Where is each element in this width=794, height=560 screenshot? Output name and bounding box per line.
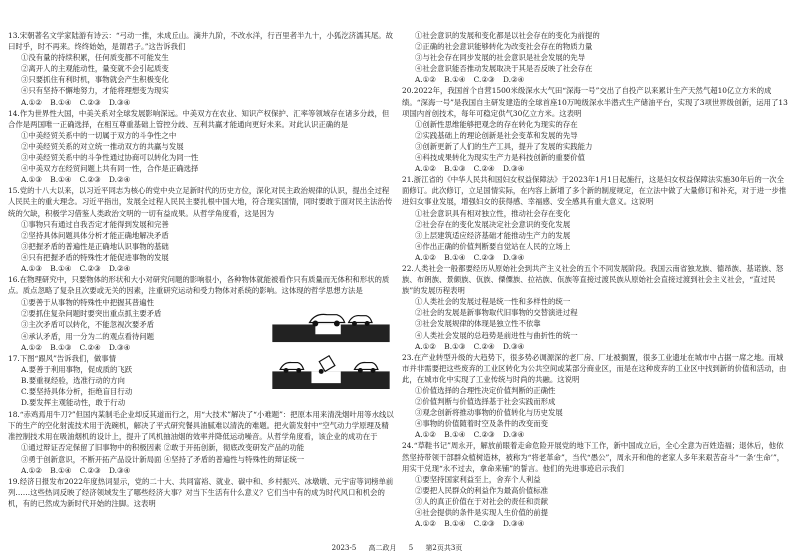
question-stem: 13.宋朝著名文学家陆游有诗云：“弓动一推，未成丘山。滴井九阶，不改水洋，行百里者半九十，小狐汔济濡其尾。故曰时乎，时不再来。终终始始，是谓君子。”这告诉我们 (8, 31, 394, 52)
question-16 (8, 274, 394, 408)
question-20 (402, 85, 788, 174)
option: ④事物的价值随着时空及条件的改变而变 (415, 419, 549, 429)
option: ③与社会存在同步发展的社会意识是社会发展的先导 (415, 53, 585, 63)
option: ①中美经贸关系中的一切属于双方的斗争性之中 (21, 130, 177, 140)
option: C.要坚持具体分析，拒绝盲目行动 (21, 387, 133, 396)
page-footer (0, 543, 794, 553)
answer-choices: A.①② B.①④ C.②③ D.②④ (415, 75, 525, 85)
exam-code: 2023-5 (331, 544, 357, 552)
question-19 (8, 476, 394, 509)
option: ①人类社会的发展过程是统一性和多样性的统一 (415, 297, 571, 307)
question-16-figure-block (8, 297, 394, 408)
option: ①没有量的持续积累，任何质变都不可能发生 (21, 53, 169, 63)
option: ②离开人的主观能动性，量变就不会引起质变 (21, 64, 169, 74)
question-stem: 18.“赤鸡焉用牛刀?”但国内某制毛企业却反其道而行之，用“大技术”解决了“小难题”：把原本用来清洗烟叶用等水线以下的生产的空化射流技术用于洗碗机，解决了平式研究餐具油腻难以清洗的难题。把火箭发射中“空气动力学原理及精准控制技术用在吸油烟机的设计上，提升了风机抽油烟的效率并降低运动噪音。从哲学角度看，该企业的成功在于 (8, 410, 394, 442)
question-21 (402, 174, 788, 263)
answer-choices: A.①② B.①③ C.②④ D.③④ (415, 341, 525, 351)
answer-choices: A.①② B.①④ C.②③ D.③④ (415, 430, 525, 440)
option: ④中美双方在经贸问题上共有同一性，合作是正确选择 (21, 164, 199, 174)
option: ①创新性思维能够把观念的存在转化为现实的存在 (415, 119, 578, 129)
answer-choices: A.①② B.①③ C.②④ D.③④ (21, 342, 131, 352)
grade-label: 高二政月 5 (368, 544, 414, 552)
answer-choices: A.①② B.①④ C.②③ D.③④ (21, 465, 131, 475)
option: ②要抓住复杂问题时要突出重点抓主要矛盾 (21, 309, 162, 319)
option: ④科技成果转化为现实生产力是科技创新的重要价值 (415, 153, 585, 163)
question-stem: 24.“草鞋书记”周永开，解放前眼着走命危险开展党的地下工作，新中国成立后，全心全意为百姓造福；退休后，他依然坚持带领干部群众植树造林，被称为“将老革命”，当代“愚公”，周永开和他的老家人多年来艰苦奋斗“一条‘生命’”，用实干兑现“永不过去，拿命来铺”的誓言。他们的先进事迹启示我们 (402, 441, 785, 473)
option: ①社会意识具有相对独立性，推动社会存在变化 (415, 208, 571, 218)
question-stem: 16.在物理研究中，只要物体的形状和大小对研究问题的影响很小，各种物体就能被看作只有质量而无体积和形状的质点。质点忽略了复杂且次要或无关的因素，注重研究运动和受力物体对系统的影响。这体现的哲学思想方法是 (8, 275, 390, 296)
option: ②实践基础上的理论创新是社会变革和发展的先导 (415, 130, 578, 140)
option: ②价值判断与价值选择基于社会实践而形成 (415, 397, 556, 407)
question-24 (402, 440, 788, 529)
question-stem: 19.经济日报发布2022年度热词显示，党的二十大、共同富裕、就业、碳中和、乡村振兴、冰墩墩、元宇宙等词榜单前列……这些热词反映了经济领域发生了哪些经济大事？对当下生活有什么意义？它们当中有的成为时代风口和机会的机，有的已然成为新时代开始的注脚。这表明 (8, 476, 394, 508)
option: ①事物只有通过自我否定才能得到发展和完善 (21, 219, 169, 229)
option: ②中美经贸关系的对立统一推动双方的共赢与发展 (21, 141, 184, 151)
option: ③主次矛盾可以转化，不能忽视次要矛盾 (21, 320, 155, 330)
option: ③社会发展规律的体现是独立性不依靠 (415, 319, 541, 329)
question-stem: 21.浙江省的《中华人民共和国妇女权益保障法》于2023年1月1日起施行，这是妇女权益保障法实施30年后的一次全面修订。此次修订，立足国情实际，在内容上新增了多个新的制度规定，在立法中做了大量修订和补充，对于进一步推进妇女事业发展，增强妇女的获得感、幸福感、安全感具有重大意义。这说明 (402, 175, 787, 207)
option: ②社会的发展是新事物取代旧事物的交替演进过程 (415, 308, 578, 318)
option: ①通过辩证否定保留了旧事物中的积极因素 ②敢于开拓创新，彻底改变研发产品的功能 (21, 443, 305, 453)
option: ④只有坚持不懈地努力，才能将理想变为现实 (21, 86, 169, 96)
question-stem: 15.党的十八大以来，以习近平同志为核心的党中央立足新时代的历史方位，深化对民主政治规律的认识，提出全过程人民民主的重大理念。习近平指出，发展全过程人民民主要扎根中国大地，符合现实国情，同时要敢于面对民主法治传统的欠缺，积极学习借鉴人类政治文明的一切有益成果。从哲学角度看，这是因为 (8, 186, 393, 218)
option: ①要坚持国家利益至上，舍弃个人利益 (415, 474, 541, 484)
option: ③中美经贸关系中的斗争性通过协商可以转化为同一性 (21, 153, 199, 163)
option: D.要发挥主观能动性，敢于行动 (21, 398, 126, 408)
option: ④社会提供的条件是实现人生价值的前提 (415, 508, 549, 518)
option: ①要善于从事物的特殊性中把握其普遍性 (21, 298, 155, 308)
option: ④承认矛盾，用一分为二的观点看待问题 (21, 331, 155, 341)
option: ③把握矛盾的普遍性是正确地认识事物的基础 (21, 241, 169, 251)
option: A.要善于利用事物，促成质的飞跃 (21, 364, 133, 374)
option: ②坚持具体问题具体分析才能正确地解决矛盾 (21, 230, 169, 240)
question-15 (8, 185, 394, 274)
question-stem: 14.作为世界性大国，中美关系对全球发展影响深远。中美双方在农业、知识产权保护、汇率等领域存在诸多分歧，但合作是两国唯一正确选择，在相互尊重基础上管控分歧、互利共赢才能通向更好未来。对此认识正确的是 (8, 108, 390, 129)
option: ③人的真正价值在于对社会的责任和贡献 (415, 496, 549, 506)
option: ③创新更新了人们的生产工具，提升了发展的实践能力 (415, 141, 593, 151)
question-23 (402, 352, 788, 441)
question-stem: 22.人类社会一般都要经历从原始社会到共产主义社会的五个不同发展阶段。我国云南省独龙族、德昂族、基诺族、怒族、布朗族、景颇族、佤族、傈僳族、拉祜族、佤族等直接过渡民族从原始社会直接过渡到社会主义社会，“直过民族”的发展历程表明 (402, 263, 784, 296)
option: ①社会意识的发展和变化都是以社会存在的变化为前提的 (415, 31, 600, 40)
question-22 (402, 263, 788, 352)
right-column (402, 30, 788, 529)
option: ②正确的社会意识能够转化为改变社会存在的物质力量 (415, 42, 593, 52)
question-stem: 20.2022年，我国首个自营1500米级深水大气田“深海一号”交出了自投产以来累计生产天然气超10亿立方米的成绩。“深海一号”是我国自主研发建造的全球首座10万吨级深水半潜式生产储油平台，实现了3项世界级创新，运用了13项国内首创技术，每年可稳定供气30亿立方米。这表明 (402, 86, 788, 118)
answer-choices: A.①② B.①③ C.②④ D.③④ (415, 164, 525, 174)
option: ②社会存在的变化发展决定社会意识的变化发展 (415, 219, 571, 229)
answer-choices: A.①② B.①④ C.②③ D.③④ (415, 519, 525, 529)
option: ③上层建筑适应经济基础才能推动生产力的发展 (415, 230, 571, 240)
answer-choices: A.①② B.①④ C.②③ D.③④ (415, 252, 525, 262)
option: ④人类社会发展的总趋势是前进性与曲折性的统一 (415, 330, 578, 340)
question-14 (8, 108, 394, 186)
left-column (8, 30, 394, 509)
answer-choices: A.①③ B.①④ C.②③ D.②④ (21, 263, 131, 273)
option: ①价值选择的合理性决定价值判断的正确性 (415, 386, 556, 395)
option: ④社会意识能否推动发展取决于其是否反映了社会存在 (415, 64, 593, 74)
option: ③观念创新将推动事物的价值转化与历史发展 (415, 408, 563, 418)
question-stem: 17.下图“跟风”告诉我们，做事情 (8, 353, 116, 363)
question-18 (8, 409, 394, 476)
option: ②要把人民群众的利益作为最高价值标准 (415, 485, 549, 495)
answer-choices: A.①③ B.①④ C.②③ D.②④ (21, 175, 131, 185)
option: ④作出正确的价值判断要自觉站在人民的立场上 (415, 241, 571, 251)
question-13 (8, 30, 394, 108)
option: ③只要抓住有利时机，事物就会产生积极变化 (21, 75, 169, 85)
follow-the-crowd-cartoon (272, 301, 390, 389)
question-stem: 23.在产业转型升级的大趋势下，很多势必调源深的老厂房、厂址被搁置，很多工业遗址在城市中占据一席之地。而城市并非需要把这些废弃的工业区转化为公共空间或某部分商业区，而是在这种废弃的工业区中找到新的价值和活动，由此，在城市化中实现了工业传统与时尚的共融。这说明 (402, 352, 787, 384)
option: B.要重视经验，选准行动的方向 (21, 375, 125, 385)
option: ③勇于创新意识，不断开拓产品设计新局面 ④坚持了矛盾的普遍性与特殊性的辩证统一 (21, 454, 305, 464)
question-19-options (402, 30, 788, 85)
option: ④只有把握矛盾的特殊性才能促进事物的发展 (21, 252, 169, 262)
page-number: 第2页共3页 (425, 544, 463, 552)
answer-choices: A.①② B.①④ C.②③ D.③④ (21, 97, 131, 107)
